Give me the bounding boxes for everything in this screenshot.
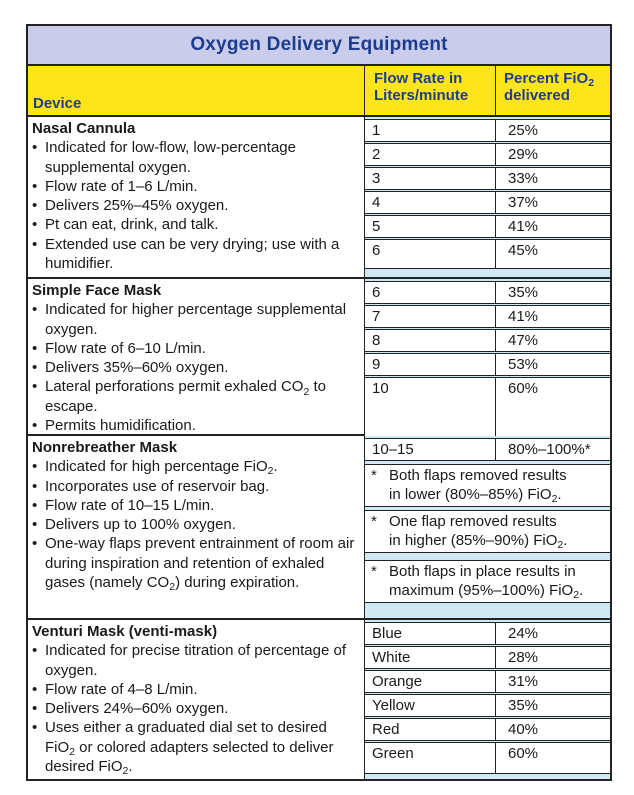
flow-cell: 6 <box>365 282 496 303</box>
nasal-cannula-description <box>28 117 365 277</box>
header-device <box>28 66 365 115</box>
flow-cell: 2 <box>365 144 496 165</box>
header-flow-rate <box>365 66 496 115</box>
subscript-2: 2 <box>267 465 274 478</box>
subscript-2: 2 <box>551 493 558 506</box>
bullet: • Flow rate of 1–6 L/min. <box>32 177 360 196</box>
flap-note <box>365 560 610 603</box>
percent-cell: 24% <box>508 625 539 642</box>
percent-cell: 41% <box>508 308 539 325</box>
table-row <box>365 670 610 693</box>
table-row <box>365 622 610 645</box>
table-row <box>365 353 610 376</box>
bullet: • Flow rate of 4–8 L/min. <box>32 680 360 699</box>
table-row <box>365 191 610 214</box>
percent-cell: 37% <box>508 194 539 211</box>
bullet: • Flow rate of 6–10 L/min. <box>32 339 360 358</box>
table-row <box>365 377 610 439</box>
flow-cell: 5 <box>365 216 496 237</box>
header-fio2-line2: delivered <box>504 87 570 104</box>
note-line1 <box>371 466 604 485</box>
flow-cell: 7 <box>365 306 496 327</box>
device-name: Nonrebreather Mask <box>32 439 178 456</box>
note-text: in lower (80%–85%) FiO <box>389 486 552 503</box>
note-line1 <box>371 512 604 531</box>
adapter-color-cell: White <box>365 647 496 668</box>
bullet: • Indicated for precise titration of percentage of oxygen. <box>32 641 360 680</box>
subscript-2: 2 <box>557 539 564 552</box>
percent-cell: 41% <box>508 218 539 235</box>
note-star: * <box>371 513 377 530</box>
bullet-text: One-way flaps prevent entrainment of room air during inspiration and retention of exhaled gases (namely CO <box>45 535 355 592</box>
percent-cell: 29% <box>508 146 539 163</box>
adapter-color-cell: Green <box>365 743 496 773</box>
note-end: . <box>563 532 568 549</box>
percent-cell: 40% <box>508 721 539 738</box>
header-fio2 <box>496 66 610 115</box>
note-end: . <box>579 582 584 599</box>
bullet: • Delivers 35%–60% oxygen. <box>32 358 360 377</box>
note-star: * <box>371 467 377 484</box>
note-text: in higher (85%–90%) FiO <box>389 532 558 549</box>
adapter-color-cell: Orange <box>365 671 496 692</box>
bullet: • Indicated for high percentage FiO$_2$. <box>32 457 360 476</box>
header-fio2-sub: 2 <box>588 77 595 90</box>
section-venturi-mask <box>28 620 610 781</box>
flap-note <box>365 464 610 507</box>
table-row <box>365 281 610 304</box>
note-line2 <box>371 485 604 504</box>
section-nonrebreather-mask <box>28 436 610 620</box>
subscript-2: 2 <box>169 581 176 594</box>
adapter-color-cell: Yellow <box>365 695 496 716</box>
device-name: Nasal Cannula <box>32 120 136 137</box>
flow-cell: 4 <box>365 192 496 213</box>
device-name: Simple Face Mask <box>32 282 162 299</box>
table-row <box>365 167 610 190</box>
bullet <box>32 377 360 416</box>
nasal-cannula-values <box>365 117 610 277</box>
flow-cell: 1 <box>365 120 496 141</box>
flow-cell: 9 <box>365 354 496 375</box>
table-row <box>365 329 610 352</box>
flap-note <box>365 510 610 553</box>
flow-cell: 6 <box>365 240 496 268</box>
venturi-mask-description <box>28 620 365 781</box>
flow-cell: 8 <box>365 330 496 351</box>
subscript-2: 2 <box>69 745 76 758</box>
table-row <box>365 143 610 166</box>
bullet <box>32 534 360 592</box>
flow-cell: 10–15 <box>365 439 496 460</box>
percent-cell: 45% <box>508 242 539 259</box>
table-row <box>365 646 610 669</box>
bullet <box>32 718 360 776</box>
bullet: • Delivers up to 100% oxygen. <box>32 515 360 534</box>
percent-cell: 25% <box>508 122 539 139</box>
nonrebreather-mask-description <box>28 436 365 618</box>
oxygen-equipment-table <box>26 24 612 781</box>
bullet: • Indicated for low-flow, low-percentage supplemental oxygen. <box>32 138 360 177</box>
bullet: • Delivers 25%–45% oxygen. <box>32 196 360 215</box>
note-line2 <box>371 581 604 600</box>
note-text: Both flaps removed results <box>389 467 567 484</box>
bullet: • Delivers 24%–60% oxygen. <box>32 699 360 718</box>
percent-cell: 31% <box>508 673 539 690</box>
table-title: Oxygen Delivery Equipment <box>28 26 610 66</box>
header-device-label: Device <box>33 95 82 112</box>
section-simple-face-mask <box>28 279 610 436</box>
note-line2 <box>371 531 604 550</box>
percent-cell: 28% <box>508 649 539 666</box>
flow-cell: 3 <box>365 168 496 189</box>
note-end: . <box>557 486 562 503</box>
bullet: • Incorporates use of reservoir bag. <box>32 477 360 496</box>
subscript-2: 2 <box>303 385 310 398</box>
adapter-color-cell: Red <box>365 719 496 740</box>
header-flow-line2: Liters/minute <box>374 87 469 104</box>
percent-cell: 35% <box>508 284 539 301</box>
note-text: maximum (95%–100%) FiO <box>389 582 574 599</box>
nonrebreather-mask-values <box>365 436 610 618</box>
percent-cell: 60% <box>508 380 539 397</box>
bullet: • Pt can eat, drink, and talk. <box>32 215 360 234</box>
simple-face-mask-values <box>365 279 610 434</box>
bullet-text: or colored adapters selected to deliver desired FiO <box>45 738 334 776</box>
section-nasal-cannula <box>28 117 610 279</box>
note-text: Both flaps in place results in <box>389 563 576 580</box>
subscript-2: 2 <box>122 765 129 778</box>
bullet-text: to escape. <box>45 378 326 415</box>
subscript-2: 2 <box>573 589 580 602</box>
bullet: • Flow rate of 10–15 L/min. <box>32 496 360 515</box>
table-row <box>365 438 610 461</box>
percent-cell: 60% <box>508 745 539 762</box>
bullet: • Extended use can be very drying; use with a humidifier. <box>32 235 360 274</box>
percent-cell: 53% <box>508 356 539 373</box>
flow-cell: 10 <box>365 378 496 438</box>
note-star: * <box>371 563 377 580</box>
table-row <box>365 718 610 741</box>
bullet-text: Indicated for high percentage FiO <box>45 458 268 476</box>
venturi-mask-values <box>365 620 610 781</box>
table-row <box>365 694 610 717</box>
device-name: Venturi Mask (venti-mask) <box>32 623 218 640</box>
table-row <box>365 119 610 142</box>
table-row <box>365 239 610 269</box>
header-flow-line1: Flow Rate in <box>374 70 463 87</box>
bullet-text: Uses either a graduated dial set to desired FiO <box>45 719 327 756</box>
table-row <box>365 305 610 328</box>
note-line1 <box>371 562 604 581</box>
bullet-text: ) during expiration. <box>175 574 300 592</box>
adapter-color-cell: Blue <box>365 623 496 644</box>
percent-cell: 33% <box>508 170 539 187</box>
header-fio2-line1 <box>504 70 610 90</box>
bullet: • Indicated for higher percentage supplemental oxygen. <box>32 300 360 339</box>
percent-cell: 47% <box>508 332 539 349</box>
bullet: • Permits humidification. <box>32 416 360 435</box>
simple-face-mask-description <box>28 279 365 434</box>
header-fio2-text: Percent FiO <box>504 70 589 87</box>
percent-cell: 80%–100%* <box>508 441 591 458</box>
bullet-text: Lateral perforations permit exhaled CO <box>45 378 304 396</box>
table-row <box>365 215 610 238</box>
header-row <box>28 66 610 117</box>
table-row <box>365 742 610 774</box>
note-text: One flap removed results <box>389 513 557 530</box>
percent-cell: 35% <box>508 697 539 714</box>
bullet-text: . <box>128 758 133 776</box>
